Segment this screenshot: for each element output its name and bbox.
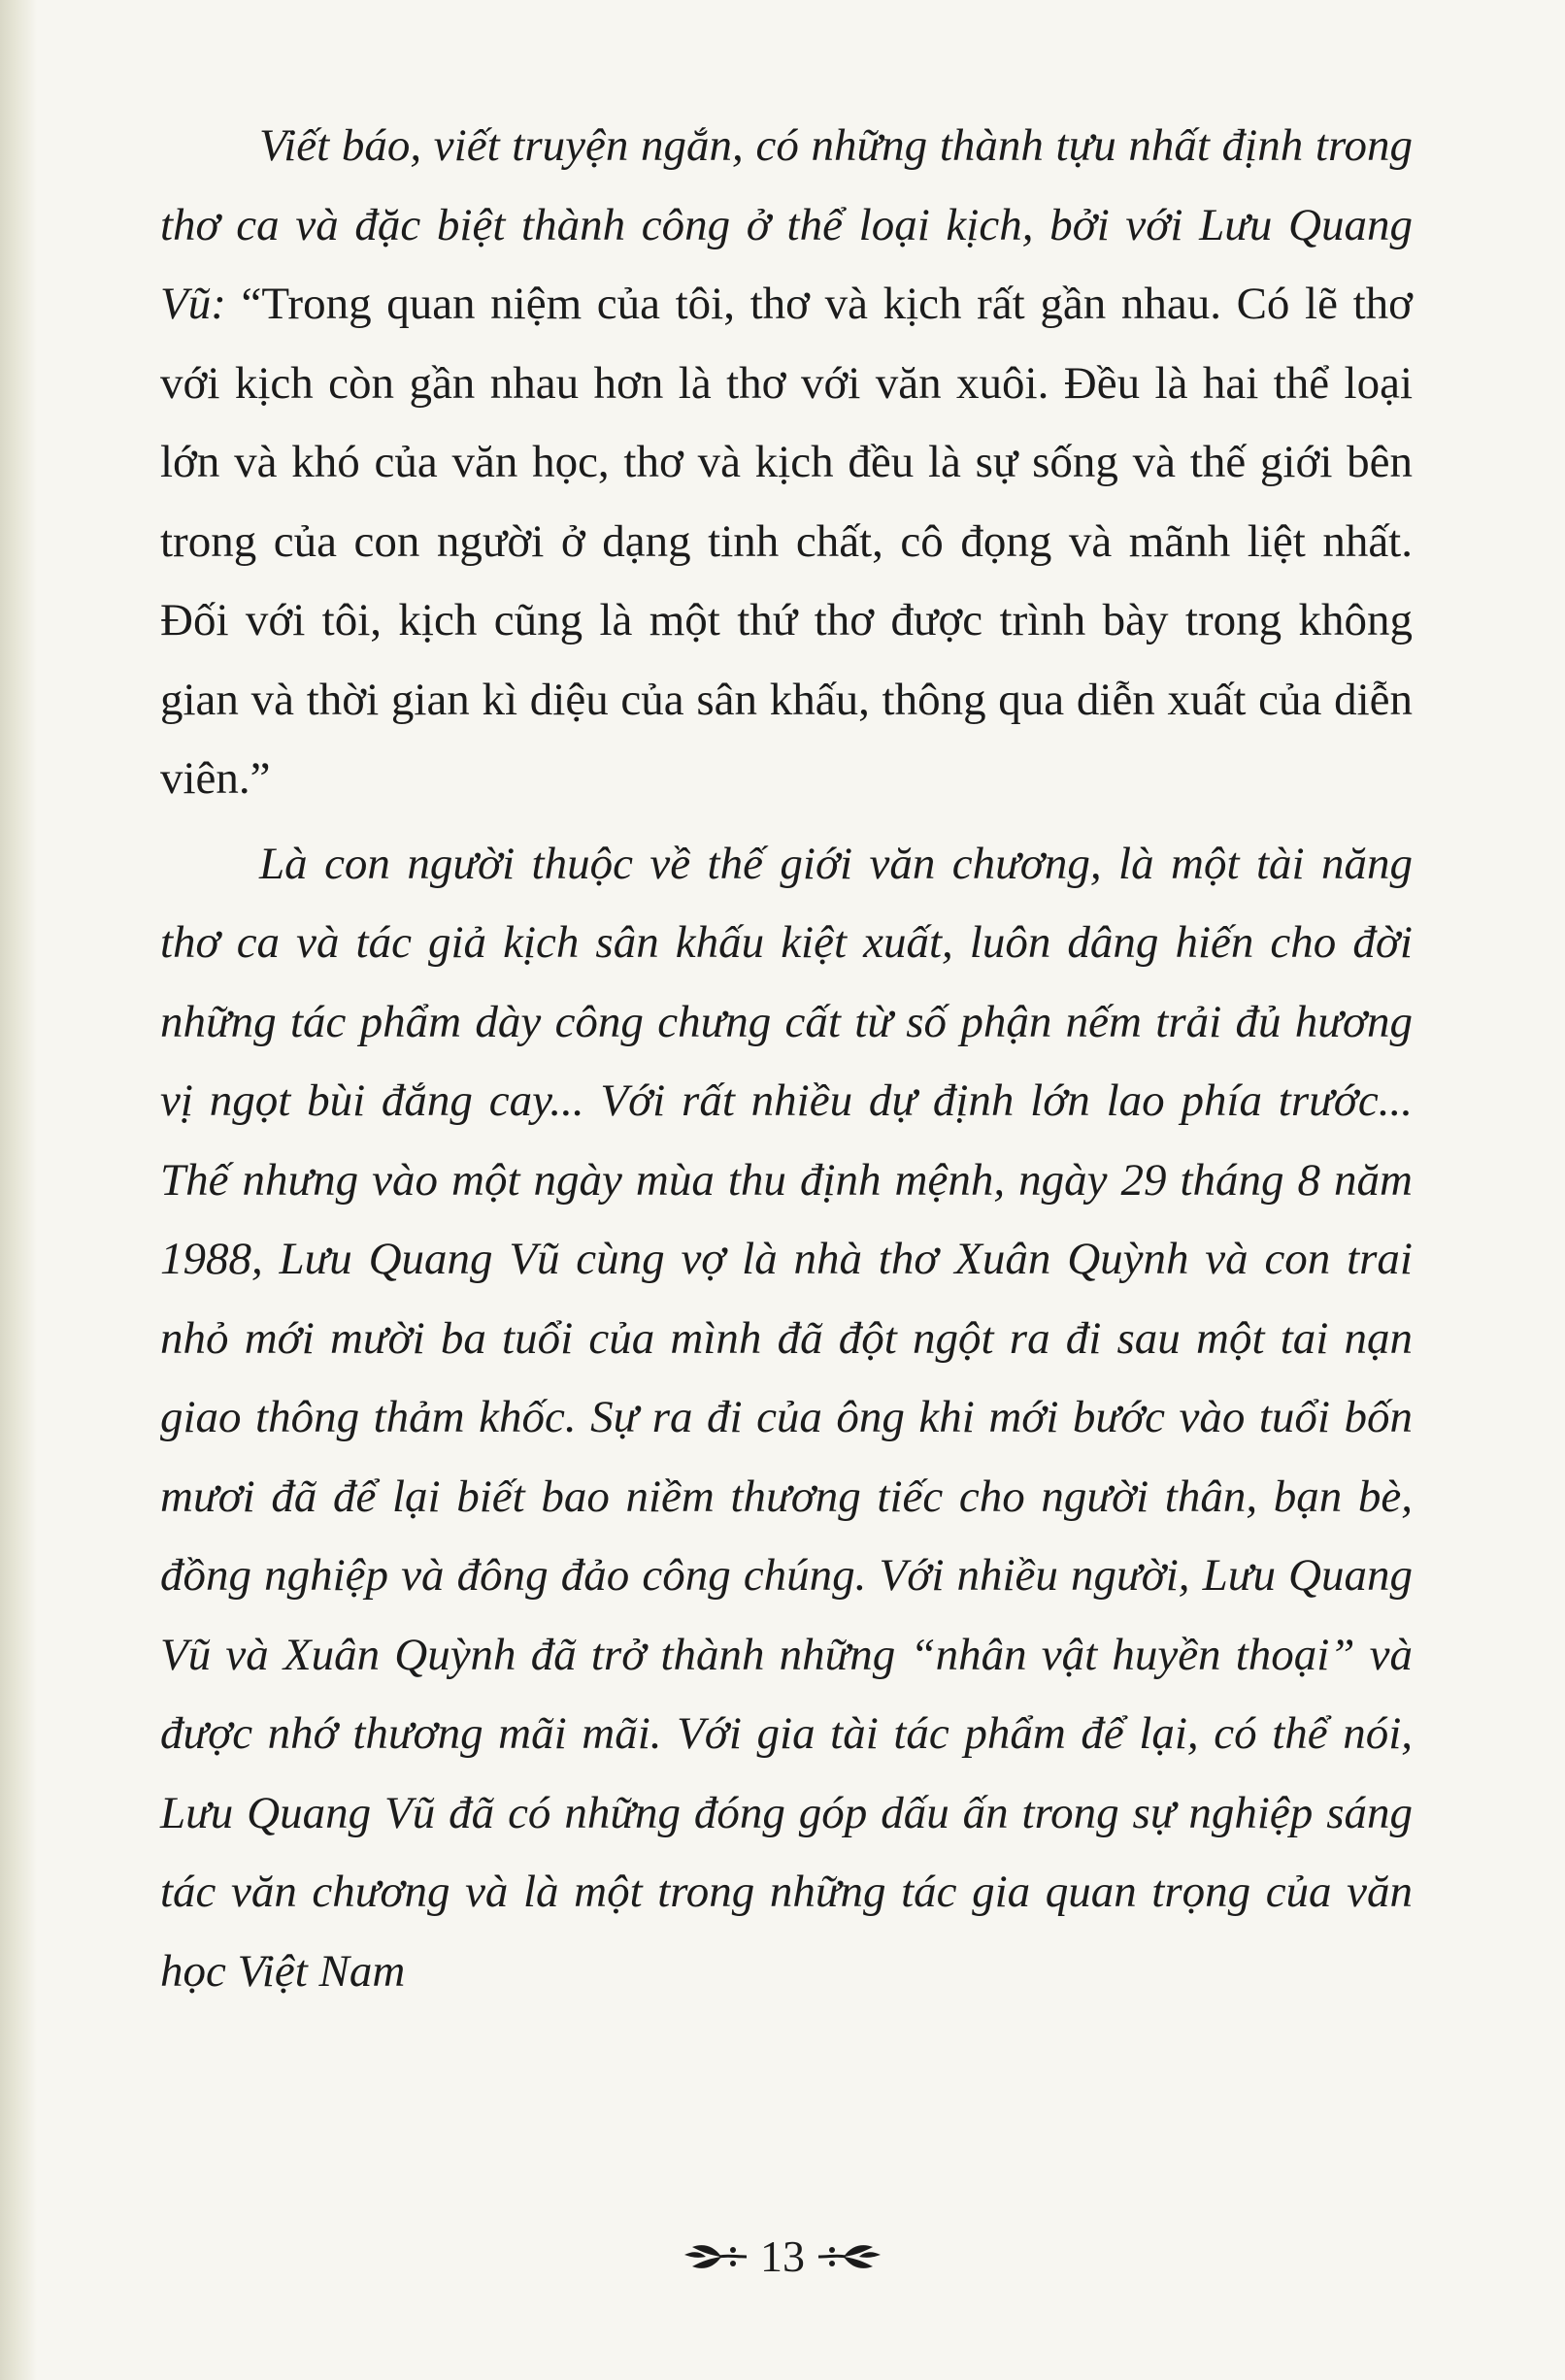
paragraph-2-text: Là con người thuộc về thế giới văn chương, là một tài năng thơ ca và tác giả kịch sân khấu kiệt xuất, luôn dâng hiến cho đời những tác phẩm dày công chưng cất từ số phận nếm trải đủ hương vị ngọt bùi đắng cay... Với rất nhiều dự định lớn lao phía trước... Thế nhưng vào một ngày mùa thu định mệnh, ngày 29 tháng 8 năm 1988, Lưu Quang Vũ cùng vợ là nhà thơ Xuân Quỳnh và con trai nhỏ mới mười ba tuổi của mình đã đột ngột ra đi sau một tai nạn giao thông thảm khốc. Sự ra đi của ông khi mới bước vào tuổi bốn mươi đã để lại biết bao niềm thương tiếc cho người thân, bạn bè, đồng nghiệp và đông đảo công chúng. Với nhiều người, Lưu Quang Vũ và Xuân Quỳnh đã trở thành những “nhân vật huyền thoại” và được nhớ thương mãi mãi. Với gia tài tác phẩm để lại, có thể nói, Lưu Quang Vũ đã có những đóng góp dấu ấn trong sự nghiệp sáng tác văn chương và là một trong những tác gia quan trọng của văn học Việt Nam <box>160 838 1413 1997</box>
page-number: 13 <box>760 2231 805 2281</box>
paragraph-1-quote: “Trong quan niệm của tôi, thơ và kịch rất gần nhau. Có lẽ thơ với kịch còn gần nhau hơn là thơ với văn xuôi. Đều là hai thể loại lớn và khó của văn học, thơ và kịch đều là sự sống và thế giới bên trong của con người ở dạng tinh chất, cô đọng và mãnh liệt nhất. Đối với tôi, kịch cũng là một thứ thơ được trình bày trong không gian và thời gian kì diệu của sân khấu, thông qua diễn xuất của diễn viên.” <box>160 279 1413 804</box>
page-body <box>160 107 1413 2174</box>
paragraph-2 <box>160 825 1413 2012</box>
paragraph-1-italic-lead: Viết báo, viết truyện ngắn, có những thành tựu nhất định trong thơ ca và đặc biệt thành công ở thể loại kịch, bởi với Lưu Quang Vũ: <box>160 120 1413 329</box>
paragraph-1 <box>160 107 1413 819</box>
page-spine-shadow <box>0 0 37 2380</box>
leaf-ornament-left-icon <box>681 2237 749 2276</box>
leaf-ornament-right-icon <box>816 2237 884 2276</box>
page-footer <box>0 2223 1565 2291</box>
